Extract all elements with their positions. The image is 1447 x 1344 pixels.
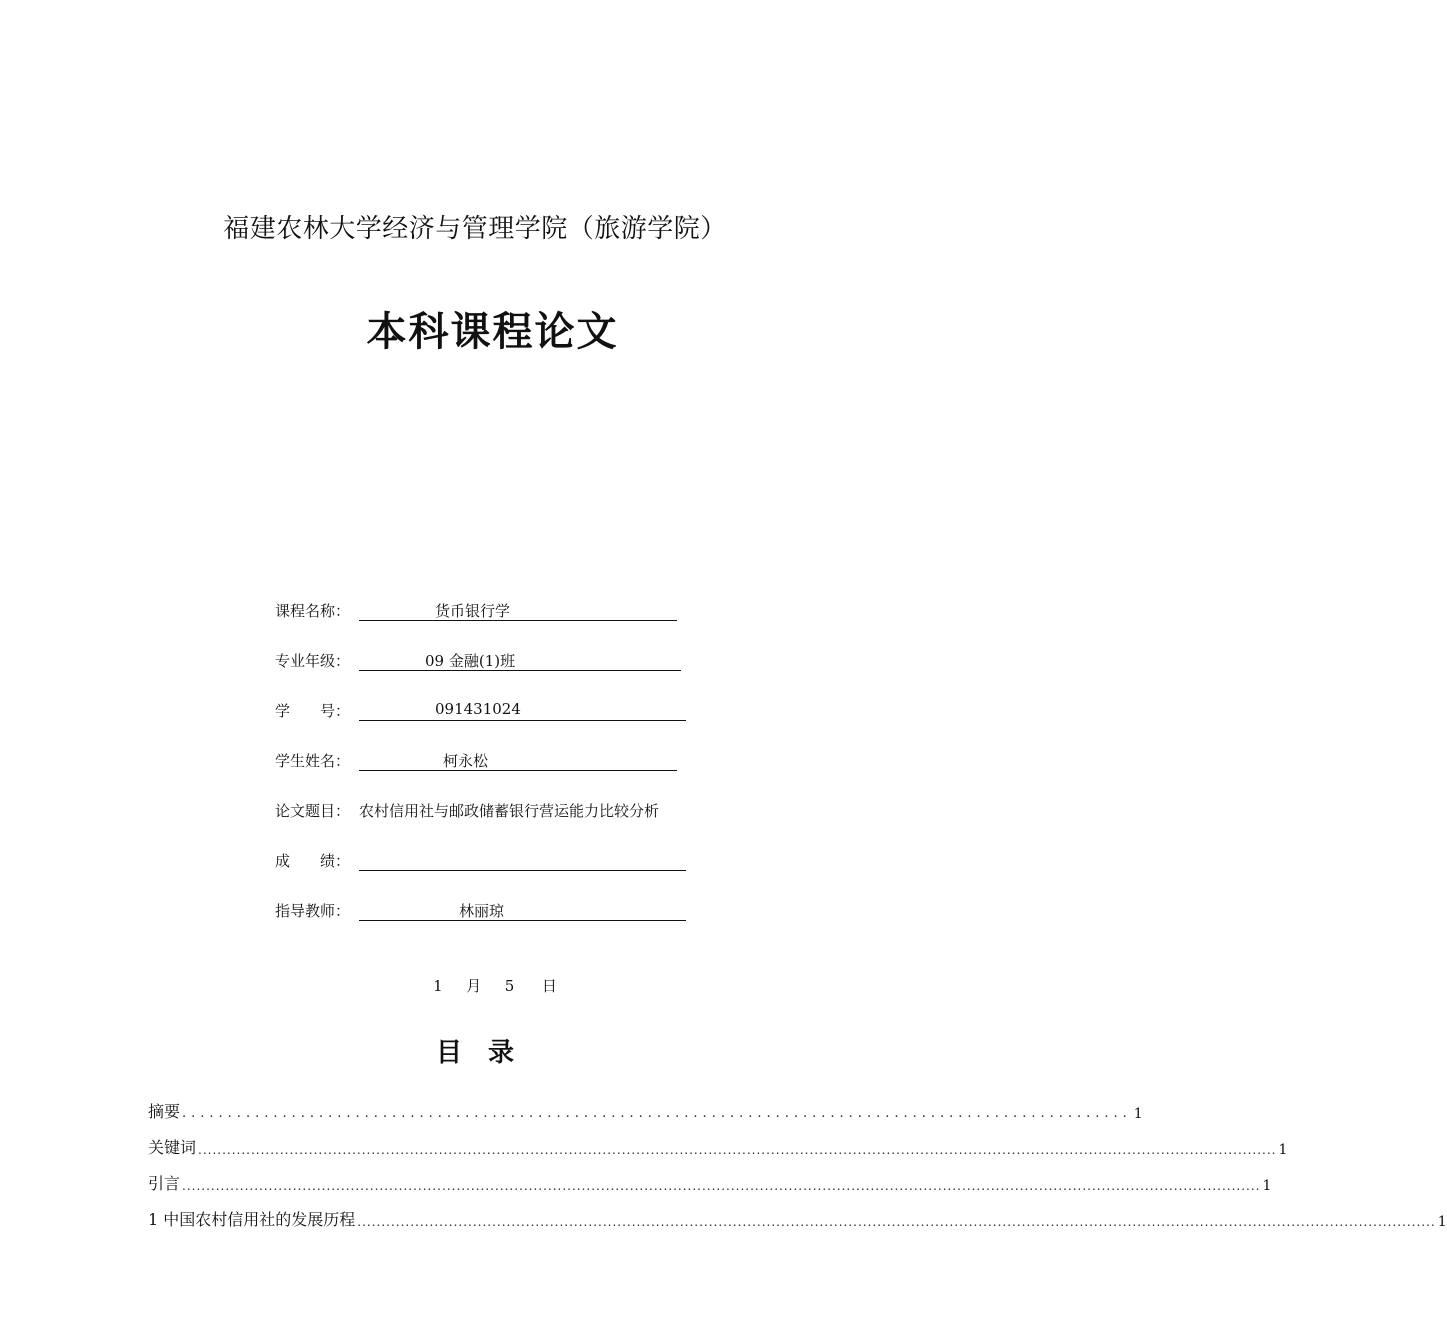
- toc-title: 目 录: [435, 1038, 514, 1068]
- advisor-label: 指导教师：: [275, 902, 351, 920]
- major-value: 09 金融(1)班: [425, 652, 516, 670]
- student-id-row: [275, 700, 705, 750]
- document-type-title: 本科课程论文: [366, 308, 619, 355]
- student-name-value: 柯永松: [443, 752, 489, 770]
- cover-info-form: [275, 600, 705, 950]
- advisor-field: [359, 900, 686, 921]
- topic-value: 农村信用社与邮政储蓄银行营运能力比较分析: [359, 802, 660, 820]
- toc-item-page: 1: [1278, 1142, 1288, 1158]
- topic-row: [275, 800, 705, 850]
- grade-row: [275, 850, 705, 900]
- student-id-field: [359, 700, 686, 721]
- topic-label: 论文题目：: [275, 802, 351, 820]
- table-of-contents: [148, 1086, 1447, 1230]
- toc-leader-dots: ........................................................................................................: [182, 1106, 1132, 1121]
- college-name: 福建农林大学经济与管理学院（旅游学院）: [223, 214, 727, 244]
- toc-item-text: 1 中国农村信用社的发展历程: [148, 1207, 355, 1230]
- student-name-row: [275, 750, 705, 800]
- course-field: [359, 600, 677, 621]
- student-id-label: 学 号：: [275, 702, 351, 720]
- toc-leader-dots: ................................................................................................................................................................................................................................: [357, 1215, 1436, 1229]
- student-name-field: [359, 750, 677, 771]
- advisor-value: 林丽琼: [459, 902, 505, 920]
- toc-item-page: 1: [1133, 1106, 1143, 1122]
- toc-item[interactable]: [148, 1158, 1272, 1194]
- major-field: [359, 650, 681, 671]
- toc-item-text: 引言: [148, 1171, 180, 1194]
- toc-item-page: 1: [1437, 1214, 1447, 1230]
- toc-item[interactable]: [148, 1194, 1447, 1230]
- major-label: 专业年级：: [275, 652, 351, 670]
- toc-item-text: 关键词: [148, 1135, 196, 1158]
- grade-field: [359, 850, 686, 871]
- major-row: [275, 650, 705, 700]
- grade-label: 成 绩：: [275, 852, 351, 870]
- toc-item[interactable]: [148, 1086, 1143, 1122]
- advisor-row: [275, 900, 705, 950]
- date-day: 5: [504, 977, 515, 995]
- toc-item-page: 1: [1262, 1178, 1272, 1194]
- student-id-value: 091431024: [435, 700, 521, 718]
- date-line: [0, 975, 990, 996]
- toc-leader-dots: ................................................................................................................................................................................................................................: [182, 1179, 1261, 1193]
- toc-item[interactable]: [148, 1122, 1288, 1158]
- student-name-label: 学生姓名：: [275, 752, 351, 770]
- date-month: 1: [433, 977, 443, 995]
- course-value: 货币银行学: [435, 602, 511, 620]
- course-label: 课程名称：: [275, 602, 351, 620]
- date-day-unit: 日: [541, 977, 557, 995]
- date-month-unit: 月: [466, 977, 482, 995]
- toc-item-text: 摘要: [148, 1099, 180, 1122]
- course-row: [275, 600, 705, 650]
- topic-field: [359, 800, 694, 820]
- toc-leader-dots: ................................................................................................................................................................................................................................: [198, 1143, 1277, 1157]
